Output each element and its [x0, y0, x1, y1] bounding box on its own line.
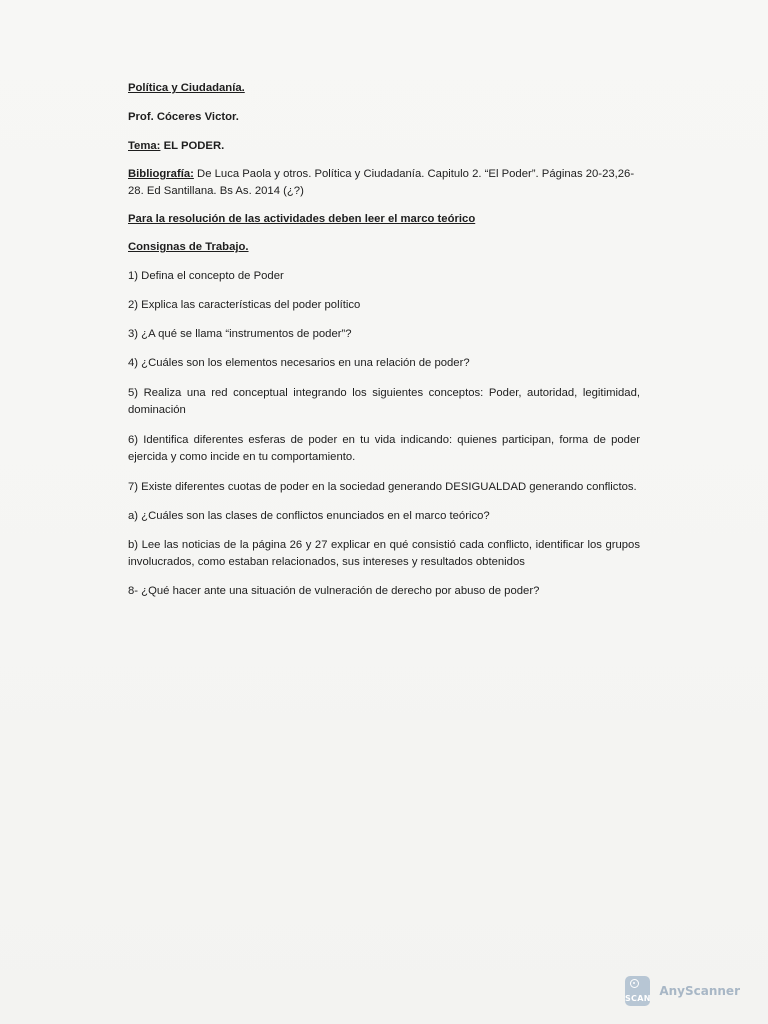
- question-item: 1) Defina el concepto de Poder: [128, 270, 284, 282]
- document-body: [128, 80, 640, 600]
- consignas-heading: Consignas de Trabajo.: [128, 241, 249, 253]
- scan-dot-icon: [630, 979, 639, 988]
- question-item: 6) Identifica diferentes esferas de poder en tu vida indicando: quienes participan, forma de poder ejercida y como incide en tu comportamiento.: [128, 434, 640, 463]
- watermark-text: AnyScanner: [659, 984, 740, 998]
- question-item: 8- ¿Qué hacer ante una situación de vulneración de derecho por abuso de poder?: [128, 585, 540, 597]
- question-item: a) ¿Cuáles son las clases de conflictos enunciados en el marco teórico?: [128, 510, 490, 522]
- question-item: b) Lee las noticias de la página 26 y 27 explicar en qué consistió cada conflicto, identificar los grupos involucrados, como estaban relacionados, sus intereses y resultados obtenidos: [128, 539, 640, 568]
- professor-name: Prof. Cóceres Victor.: [128, 111, 239, 123]
- tema-line: [128, 138, 640, 155]
- tema-value: EL PODER.: [160, 140, 225, 152]
- reading-instruction: Para la resolución de las actividades deben leer el marco teórico: [128, 213, 476, 225]
- anyscanner-watermark: [625, 975, 740, 1007]
- question-item: 3) ¿A qué se llama “instrumentos de poder”?: [128, 328, 352, 340]
- anyscanner-logo-icon: [625, 976, 650, 1006]
- bibliografia-text: De Luca Paola y otros. Política y Ciudadanía. Capitulo 2. “El Poder”. Páginas 20-23,26- 28. Ed Santillana. Bs As. 2014 (¿?): [128, 168, 635, 197]
- scan-logo-text: SCAN: [625, 994, 651, 1003]
- bibliografia-label: Bibliografía:: [128, 168, 194, 180]
- question-item: 2) Explica las características del poder político: [128, 299, 361, 311]
- question-item: 4) ¿Cuáles son los elementos necesarios en una relación de poder?: [128, 357, 470, 369]
- bibliografia-line: [128, 166, 640, 200]
- document-title: Política y Ciudadanía.: [128, 82, 245, 94]
- question-item: 5) Realiza una red conceptual integrando los siguientes conceptos: Poder, autoridad, legitimidad, dominación: [128, 387, 640, 416]
- question-item: 7) Existe diferentes cuotas de poder en la sociedad generando DESIGUALDAD generando conflictos.: [128, 481, 637, 493]
- tema-label: Tema:: [128, 140, 161, 152]
